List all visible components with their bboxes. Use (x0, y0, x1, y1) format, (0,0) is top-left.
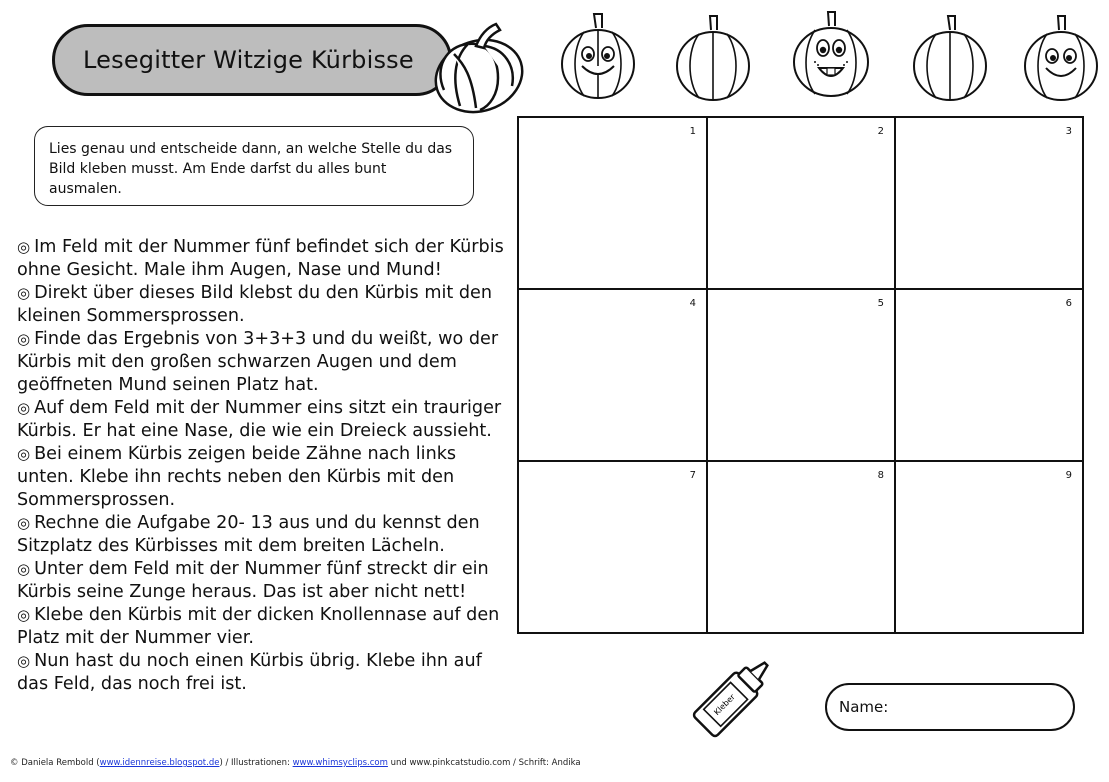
grid-cell-1[interactable] (519, 118, 708, 290)
clue-item: ◎ Finde das Ergebnis von 3+3+3 und du weißt, wo der Kürbis mit den großen schwarzen Augen und dem geöffneten Mund seinen Platz hat. (17, 329, 499, 395)
footer-credits: © Daniela Rembold (www.idennreise.blogspot.de) / Illustrationen: www.whimsyclips.com und www.pinkcatstudio.com / Schrift: Andika (10, 758, 581, 768)
pumpkin-icon (424, 18, 528, 116)
clue-item: ◎ Unter dem Feld mit der Nummer fünf streckt dir ein Kürbis seine Zunge heraus. Das ist aber nicht nett! (17, 559, 489, 602)
bullet-icon: ◎ (17, 330, 31, 348)
bullet-icon: ◎ (17, 652, 31, 670)
page-title: Lesegitter Witzige Kürbisse (83, 46, 414, 74)
bullet-icon: ◎ (17, 238, 31, 256)
grid-cell-5[interactable] (708, 290, 896, 462)
answer-grid (517, 116, 1084, 634)
cell-number: 8 (877, 470, 884, 481)
bullet-icon: ◎ (17, 560, 31, 578)
plain-pumpkin-icon (673, 8, 753, 104)
bullet-icon: ◎ (17, 606, 31, 624)
grid-cell-7[interactable] (519, 462, 708, 632)
clue-item: ◎ Klebe den Kürbis mit der dicken Knollennase auf den Platz mit der Nummer vier. (17, 605, 500, 648)
smiling-pumpkin-icon (558, 8, 638, 104)
bullet-icon: ◎ (17, 284, 31, 302)
grid-cell-4[interactable] (519, 290, 708, 462)
grid-cell-9[interactable] (896, 462, 1082, 632)
blog-link[interactable]: www.idennreise.blogspot.de (99, 758, 220, 768)
clue-item: ◎ Bei einem Kürbis zeigen beide Zähne nach links unten. Klebe ihn rechts neben den Kürbis mit den Sommersprossen. (17, 444, 457, 510)
clue-item: ◎ Auf dem Feld mit der Nummer eins sitzt ein trauriger Kürbis. Er hat eine Nase, die wie ein Dreieck aussieht. (17, 398, 502, 441)
bullet-icon: ◎ (17, 514, 31, 532)
grid-cell-6[interactable] (896, 290, 1082, 462)
glue-label: Kleber (712, 692, 737, 717)
pumpkin-row (555, 8, 1105, 106)
clue-item: ◎ Direkt über dieses Bild klebst du den Kürbis mit den kleinen Sommersprossen. (17, 283, 492, 326)
glue-bottle-icon (682, 648, 782, 744)
instruction-box (34, 126, 474, 206)
grid-cell-2[interactable] (708, 118, 896, 290)
clue-item: ◎ Im Feld mit der Nummer fünf befindet sich der Kürbis ohne Gesicht. Male ihm Augen, Nase und Mund! (17, 237, 504, 280)
grid-cell-8[interactable] (708, 462, 896, 632)
plain-pumpkin-icon (910, 8, 990, 104)
cell-number: 2 (877, 126, 884, 137)
clue-item: ◎ Rechne die Aufgabe 20- 13 aus und du kennst den Sitzplatz des Kürbisses mit dem breiten Lächeln. (17, 513, 480, 556)
bullet-icon: ◎ (17, 399, 31, 417)
clue-list (17, 236, 517, 696)
page-title-banner (52, 24, 452, 96)
grid-cell-3[interactable] (896, 118, 1082, 290)
cell-number: 9 (1065, 470, 1072, 481)
instruction-text: Lies genau und entscheide dann, an welche Stelle du das Bild kleben musst. Am Ende darfst du alles bunt ausmalen. (49, 141, 453, 197)
cell-number: 4 (689, 298, 696, 309)
cell-number: 3 (1065, 126, 1072, 137)
freckled-pumpkin-icon (791, 8, 871, 104)
cell-number: 1 (689, 126, 696, 137)
name-field[interactable] (825, 683, 1075, 731)
clue-item: ◎ Nun hast du noch einen Kürbis übrig. Klebe ihn auf das Feld, das noch frei ist. (17, 651, 482, 694)
bullet-icon: ◎ (17, 445, 31, 463)
smiling-pumpkin-icon (1021, 8, 1101, 104)
cell-number: 6 (1065, 298, 1072, 309)
cell-number: 5 (877, 298, 884, 309)
illustrations-link[interactable]: www.whimsyclips.com (292, 758, 388, 768)
name-label: Name: (839, 698, 889, 716)
cell-number: 7 (689, 470, 696, 481)
